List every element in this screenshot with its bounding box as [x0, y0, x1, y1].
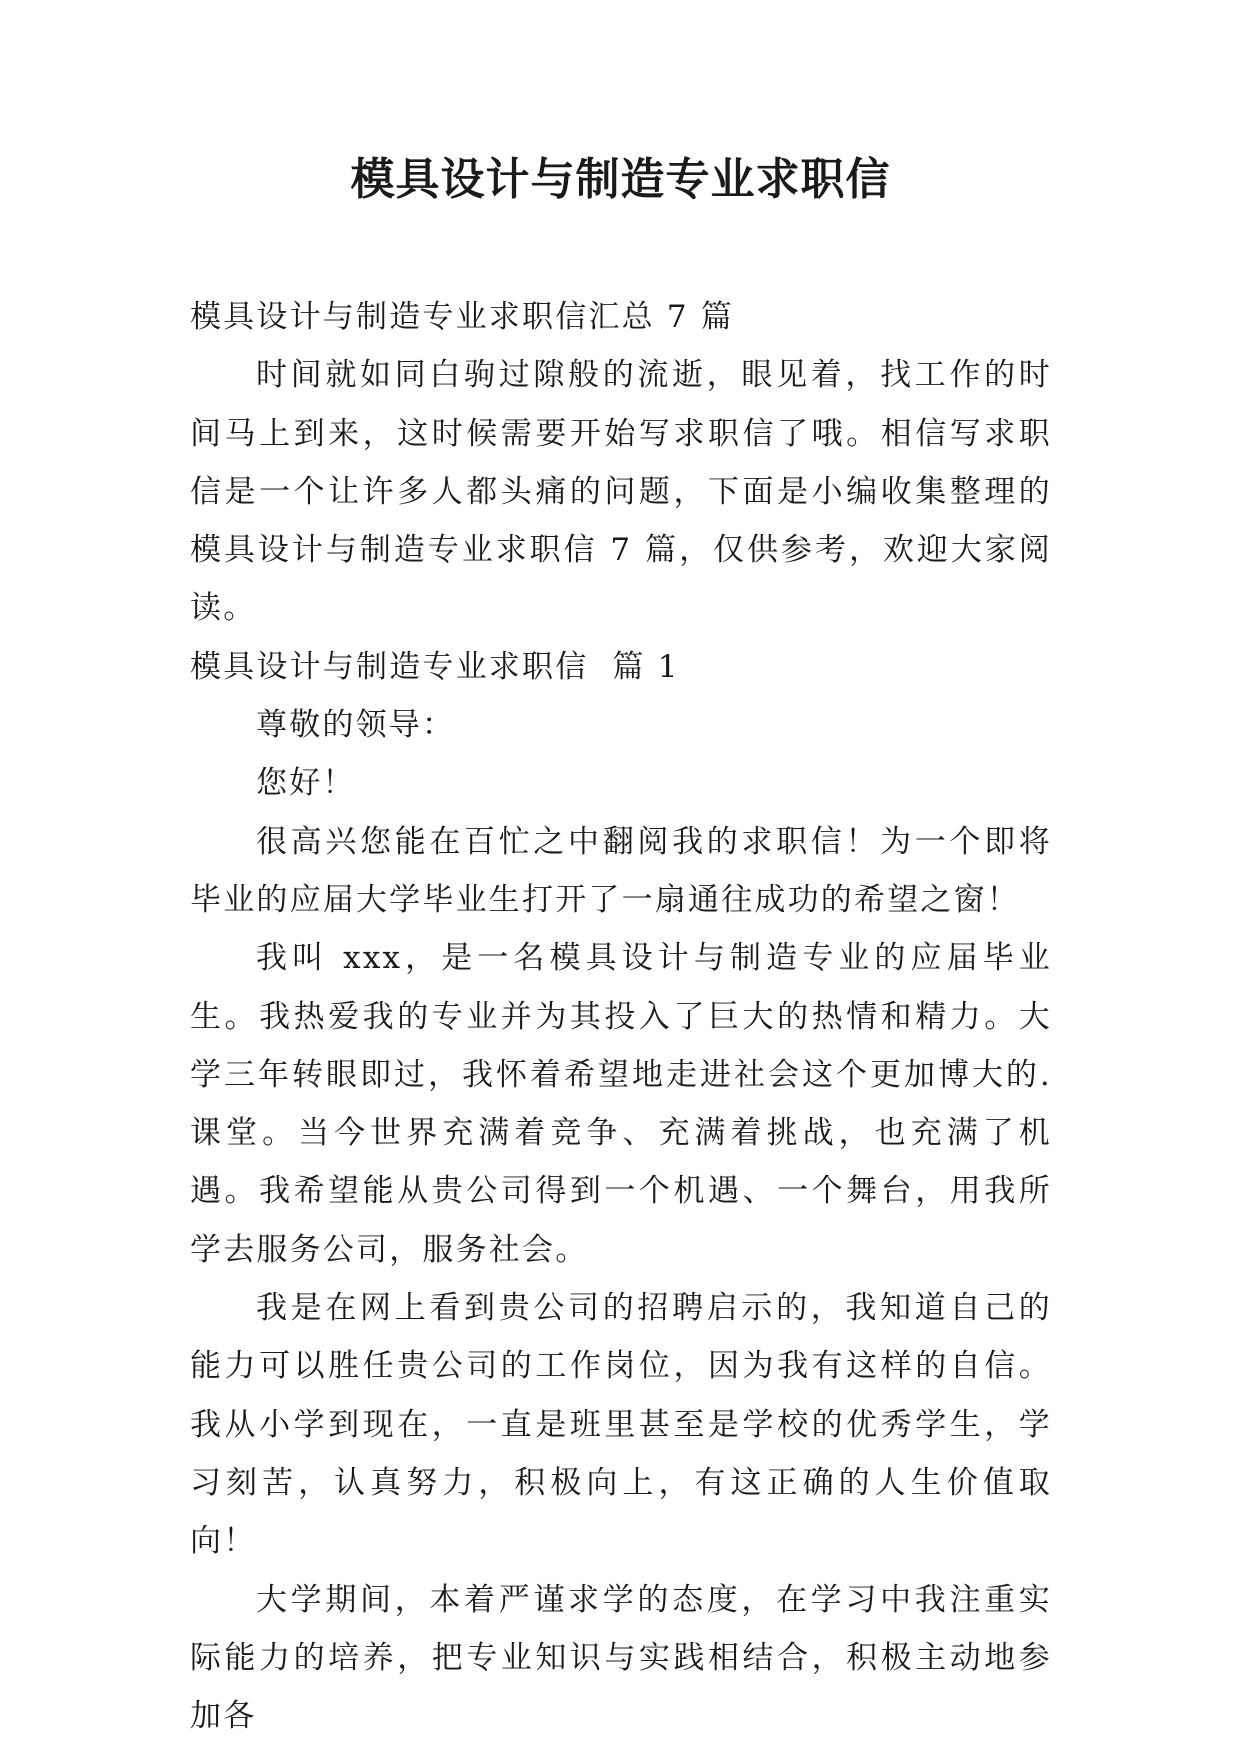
body-paragraph: 大学期间，本着严谨求学的态度，在学习中我注重实际能力的培养，把专业知识与实践相结合，积极主动地参加各: [190, 1581, 1052, 1735]
document-title: 模具设计与制造专业求职信: [350, 154, 891, 205]
body-paragraph: 我是在网上看到贵公司的招聘启示的，我知道自己的能力可以胜任贵公司的工作岗位，因为我有这样的自信。我从小学到现在，一直是班里甚至是学校的优秀学生，学习刻苦，认真努力，积极向上，有这正确的人生价值取向！: [190, 1290, 1052, 1560]
body-paragraph: 很高兴您能在百忙之中翻阅我的求职信！为一个即将毕业的应届大学毕业生打开了一扇通往成功的希望之窗！: [190, 823, 1052, 918]
section-heading: 模具设计与制造专业求职信 篇 1: [190, 648, 680, 685]
body-paragraph: 我叫 xxx，是一名模具设计与制造专业的应届毕业生。我热爱我的专业并为其投入了巨大的热情和精力。大学三年转眼即过，我怀着希望地走进社会这个更加博大的.课堂。当今世界充满着竞争、充满着挑战，也充满了机遇。我希望能从贵公司得到一个机遇、一个舞台，用我所学去服务公司，服务社会。: [190, 940, 1052, 1268]
salutation: 尊敬的领导：: [256, 707, 456, 744]
document-body: [190, 288, 1052, 1745]
greeting: 您好！: [256, 765, 356, 802]
intro-paragraph: 时间就如同白驹过隙般的流逝，眼见着，找工作的时间马上到来，这时候需要开始写求职信了哦。相信写求职信是一个让许多人都头痛的问题，下面是小编收集整理的模具设计与制造专业求职信 7 篇，仅供参考，欢迎大家阅读。: [190, 357, 1052, 627]
document-subtitle: 模具设计与制造专业求职信汇总 7 篇: [190, 299, 735, 335]
